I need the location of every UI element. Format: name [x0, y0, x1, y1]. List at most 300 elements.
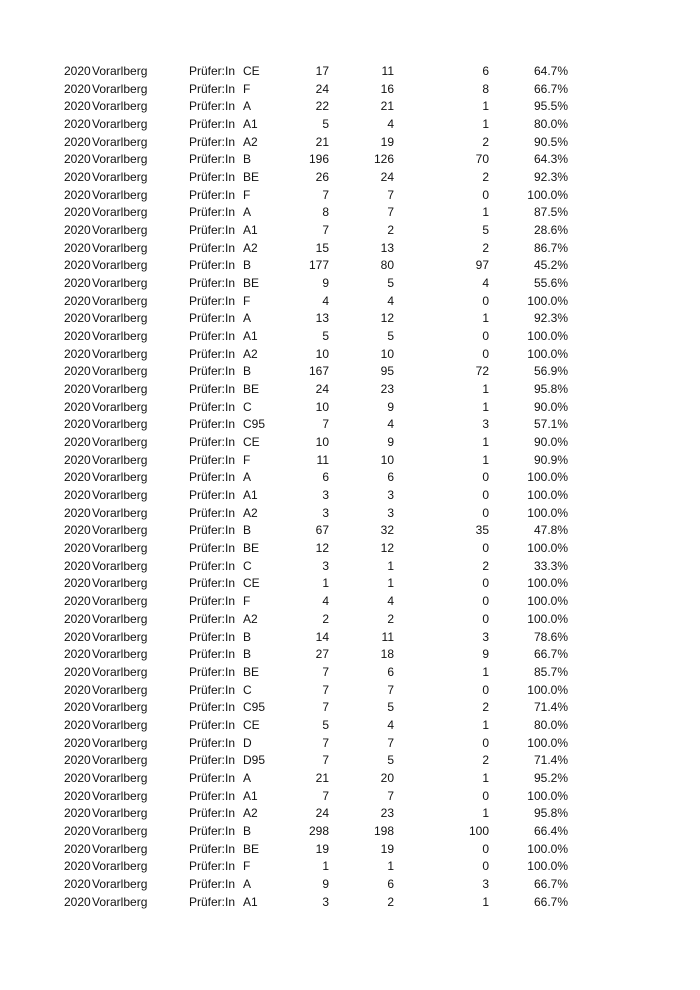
role-cell: Prüfer:In	[189, 876, 236, 891]
table-row	[0, 682, 700, 700]
license-class-cell: A	[243, 876, 252, 891]
role-cell: Prüfer:In	[189, 806, 236, 821]
role-cell: Prüfer:In	[189, 735, 236, 750]
license-class-cell: A2	[243, 240, 258, 255]
role-cell: Prüfer:In	[189, 541, 236, 556]
failed-count-cell: 1	[482, 894, 489, 909]
year-cell: 2020	[64, 293, 91, 308]
failed-count-cell: 0	[482, 505, 489, 520]
total-count-cell: 3	[322, 894, 329, 909]
role-cell: Prüfer:In	[189, 134, 236, 149]
license-class-cell: A2	[243, 611, 258, 626]
license-class-cell: CE	[243, 717, 260, 732]
passed-count-cell: 6	[387, 664, 394, 679]
license-class-cell: B	[243, 523, 252, 538]
region-cell: Vorarlberg	[92, 541, 148, 556]
region-cell: Vorarlberg	[92, 64, 148, 78]
pass-rate-cell: 80.0%	[533, 117, 568, 132]
pass-rate-cell: 45.2%	[533, 258, 568, 273]
role-cell: Prüfer:In	[189, 558, 236, 573]
region-cell: Vorarlberg	[92, 293, 148, 308]
year-cell: 2020	[64, 541, 91, 556]
role-cell: Prüfer:In	[189, 488, 236, 503]
failed-count-cell: 1	[482, 382, 489, 397]
license-class-cell: B	[243, 629, 252, 644]
license-class-cell: BE	[243, 170, 260, 185]
failed-count-cell: 0	[482, 859, 489, 874]
pass-rate-cell: 90.0%	[533, 399, 568, 414]
year-cell: 2020	[64, 417, 91, 432]
region-cell: Vorarlberg	[92, 364, 148, 379]
role-cell: Prüfer:In	[189, 841, 236, 856]
table-row	[0, 381, 700, 399]
table-row	[0, 805, 700, 823]
failed-count-cell: 97	[475, 258, 489, 273]
total-count-cell: 196	[308, 152, 329, 167]
table-row	[0, 505, 700, 523]
total-count-cell: 19	[315, 841, 329, 856]
pass-rate-cell: 85.7%	[533, 664, 568, 679]
year-cell: 2020	[64, 823, 91, 838]
total-count-cell: 8	[322, 205, 329, 220]
role-cell: Prüfer:In	[189, 346, 236, 361]
year-cell: 2020	[64, 629, 91, 644]
total-count-cell: 21	[315, 134, 329, 149]
passed-count-cell: 3	[387, 505, 394, 520]
license-class-cell: BE	[243, 276, 260, 291]
passed-count-cell: 5	[387, 276, 394, 291]
pass-rate-cell: 100.0%	[527, 735, 568, 750]
failed-count-cell: 1	[482, 770, 489, 785]
passed-count-cell: 4	[387, 717, 394, 732]
region-cell: Vorarlberg	[92, 859, 148, 874]
year-cell: 2020	[64, 364, 91, 379]
failed-count-cell: 1	[482, 806, 489, 821]
year-cell: 2020	[64, 452, 91, 467]
passed-count-cell: 7	[387, 205, 394, 220]
failed-count-cell: 3	[482, 629, 489, 644]
role-cell: Prüfer:In	[189, 364, 236, 379]
pass-rate-cell: 66.7%	[533, 81, 568, 96]
year-cell: 2020	[64, 682, 91, 697]
passed-count-cell: 4	[387, 594, 394, 609]
failed-count-cell: 100	[468, 823, 489, 838]
total-count-cell: 1	[322, 576, 329, 591]
failed-count-cell: 2	[482, 558, 489, 573]
total-count-cell: 7	[322, 187, 329, 202]
license-class-cell: C95	[243, 417, 266, 432]
total-count-cell: 5	[322, 117, 329, 132]
passed-count-cell: 19	[380, 134, 394, 149]
role-cell: Prüfer:In	[189, 682, 236, 697]
total-count-cell: 6	[322, 470, 329, 485]
total-count-cell: 27	[315, 647, 329, 662]
failed-count-cell: 70	[475, 152, 489, 167]
failed-count-cell: 72	[475, 364, 489, 379]
role-cell: Prüfer:In	[189, 329, 236, 344]
pass-rate-cell: 100.0%	[527, 187, 568, 202]
table-row	[0, 328, 700, 346]
total-count-cell: 22	[315, 99, 329, 114]
failed-count-cell: 3	[482, 876, 489, 891]
role-cell: Prüfer:In	[189, 576, 236, 591]
failed-count-cell: 1	[482, 311, 489, 326]
passed-count-cell: 24	[380, 170, 394, 185]
region-cell: Vorarlberg	[92, 682, 148, 697]
pass-rate-cell: 64.7%	[533, 64, 568, 78]
pass-rate-cell: 56.9%	[533, 364, 568, 379]
year-cell: 2020	[64, 700, 91, 715]
role-cell: Prüfer:In	[189, 505, 236, 520]
license-class-cell: A2	[243, 505, 258, 520]
role-cell: Prüfer:In	[189, 611, 236, 626]
total-count-cell: 21	[315, 770, 329, 785]
failed-count-cell: 0	[482, 488, 489, 503]
license-class-cell: CE	[243, 435, 260, 450]
license-class-cell: B	[243, 647, 252, 662]
region-cell: Vorarlberg	[92, 452, 148, 467]
failed-count-cell: 1	[482, 205, 489, 220]
passed-count-cell: 2	[387, 611, 394, 626]
year-cell: 2020	[64, 205, 91, 220]
failed-count-cell: 0	[482, 682, 489, 697]
role-cell: Prüfer:In	[189, 223, 236, 238]
passed-count-cell: 23	[380, 382, 394, 397]
passed-count-cell: 23	[380, 806, 394, 821]
pass-rate-cell: 90.5%	[533, 134, 568, 149]
passed-count-cell: 10	[380, 452, 394, 467]
total-count-cell: 26	[315, 170, 329, 185]
license-class-cell: A2	[243, 134, 258, 149]
role-cell: Prüfer:In	[189, 523, 236, 538]
pass-rate-cell: 86.7%	[533, 240, 568, 255]
pass-rate-cell: 71.4%	[533, 753, 568, 768]
table-row	[0, 788, 700, 806]
failed-count-cell: 1	[482, 117, 489, 132]
region-cell: Vorarlberg	[92, 806, 148, 821]
passed-count-cell: 11	[381, 629, 394, 644]
passed-count-cell: 4	[387, 293, 394, 308]
region-cell: Vorarlberg	[92, 629, 148, 644]
region-cell: Vorarlberg	[92, 735, 148, 750]
role-cell: Prüfer:In	[189, 629, 236, 644]
passed-count-cell: 1	[387, 558, 394, 573]
table-row	[0, 416, 700, 434]
passed-count-cell: 1	[387, 859, 394, 874]
region-cell: Vorarlberg	[92, 417, 148, 432]
region-cell: Vorarlberg	[92, 894, 148, 909]
pass-rate-cell: 78.6%	[533, 629, 568, 644]
passed-count-cell: 16	[380, 81, 394, 96]
pass-rate-cell: 100.0%	[527, 682, 568, 697]
pass-rate-cell: 92.3%	[533, 311, 568, 326]
table-row	[0, 434, 700, 452]
passed-count-cell: 2	[387, 894, 394, 909]
failed-count-cell: 1	[482, 717, 489, 732]
role-cell: Prüfer:In	[189, 823, 236, 838]
role-cell: Prüfer:In	[189, 647, 236, 662]
region-cell: Vorarlberg	[92, 576, 148, 591]
license-class-cell: A2	[243, 806, 258, 821]
license-class-cell: B	[243, 152, 252, 167]
total-count-cell: 7	[322, 664, 329, 679]
role-cell: Prüfer:In	[189, 99, 236, 114]
pass-rate-cell: 80.0%	[533, 717, 568, 732]
region-cell: Vorarlberg	[92, 788, 148, 803]
failed-count-cell: 4	[482, 276, 489, 291]
license-class-cell: A1	[243, 329, 258, 344]
total-count-cell: 15	[315, 240, 329, 255]
table-row	[0, 629, 700, 647]
region-cell: Vorarlberg	[92, 170, 148, 185]
failed-count-cell: 0	[482, 293, 489, 308]
pass-rate-cell: 95.8%	[533, 382, 568, 397]
license-class-cell: A1	[243, 788, 258, 803]
total-count-cell: 67	[315, 523, 329, 538]
total-count-cell: 177	[308, 258, 329, 273]
license-class-cell: A	[243, 770, 252, 785]
region-cell: Vorarlberg	[92, 523, 148, 538]
table-row	[0, 646, 700, 664]
pass-rate-cell: 100.0%	[527, 841, 568, 856]
region-cell: Vorarlberg	[92, 81, 148, 96]
role-cell: Prüfer:In	[189, 753, 236, 768]
region-cell: Vorarlberg	[92, 134, 148, 149]
total-count-cell: 14	[315, 629, 329, 644]
role-cell: Prüfer:In	[189, 205, 236, 220]
failed-count-cell: 6	[482, 64, 489, 78]
table-row	[0, 752, 700, 770]
passed-count-cell: 6	[387, 470, 394, 485]
passed-count-cell: 6	[387, 876, 394, 891]
region-cell: Vorarlberg	[92, 770, 148, 785]
year-cell: 2020	[64, 841, 91, 856]
total-count-cell: 11	[316, 452, 329, 467]
total-count-cell: 10	[315, 346, 329, 361]
failed-count-cell: 1	[482, 435, 489, 450]
role-cell: Prüfer:In	[189, 81, 236, 96]
pass-rate-cell: 33.3%	[533, 558, 568, 573]
pass-rate-cell: 95.2%	[533, 770, 568, 785]
table-row	[0, 664, 700, 682]
table-row	[0, 63, 700, 81]
year-cell: 2020	[64, 276, 91, 291]
region-cell: Vorarlberg	[92, 488, 148, 503]
table-row	[0, 363, 700, 381]
failed-count-cell: 0	[482, 735, 489, 750]
license-class-cell: CE	[243, 576, 260, 591]
year-cell: 2020	[64, 329, 91, 344]
year-cell: 2020	[64, 488, 91, 503]
role-cell: Prüfer:In	[189, 293, 236, 308]
passed-count-cell: 13	[380, 240, 394, 255]
failed-count-cell: 0	[482, 346, 489, 361]
region-cell: Vorarlberg	[92, 276, 148, 291]
license-class-cell: A	[243, 205, 252, 220]
role-cell: Prüfer:In	[189, 594, 236, 609]
pass-rate-cell: 100.0%	[527, 859, 568, 874]
total-count-cell: 7	[322, 682, 329, 697]
pass-rate-cell: 100.0%	[527, 576, 568, 591]
region-cell: Vorarlberg	[92, 382, 148, 397]
role-cell: Prüfer:In	[189, 788, 236, 803]
license-class-cell: BE	[243, 664, 260, 679]
table-row	[0, 222, 700, 240]
license-class-cell: A	[243, 99, 252, 114]
total-count-cell: 10	[315, 435, 329, 450]
passed-count-cell: 12	[380, 311, 394, 326]
failed-count-cell: 1	[482, 99, 489, 114]
table-row	[0, 399, 700, 417]
role-cell: Prüfer:In	[189, 152, 236, 167]
license-class-cell: C	[243, 682, 252, 697]
table-row	[0, 134, 700, 152]
total-count-cell: 3	[322, 505, 329, 520]
passed-count-cell: 4	[387, 417, 394, 432]
license-class-cell: F	[243, 859, 251, 874]
total-count-cell: 4	[322, 293, 329, 308]
table-row	[0, 293, 700, 311]
license-class-cell: CE	[243, 64, 260, 78]
failed-count-cell: 0	[482, 329, 489, 344]
year-cell: 2020	[64, 806, 91, 821]
total-count-cell: 2	[322, 611, 329, 626]
passed-count-cell: 1	[387, 576, 394, 591]
year-cell: 2020	[64, 152, 91, 167]
license-class-cell: A2	[243, 346, 258, 361]
year-cell: 2020	[64, 64, 91, 78]
year-cell: 2020	[64, 876, 91, 891]
total-count-cell: 9	[322, 276, 329, 291]
passed-count-cell: 7	[387, 187, 394, 202]
table-row	[0, 611, 700, 629]
year-cell: 2020	[64, 894, 91, 909]
region-cell: Vorarlberg	[92, 152, 148, 167]
failed-count-cell: 0	[482, 841, 489, 856]
total-count-cell: 5	[322, 329, 329, 344]
license-class-cell: B	[243, 823, 252, 838]
failed-count-cell: 2	[482, 700, 489, 715]
passed-count-cell: 7	[387, 682, 394, 697]
region-cell: Vorarlberg	[92, 823, 148, 838]
region-cell: Vorarlberg	[92, 240, 148, 255]
role-cell: Prüfer:In	[189, 770, 236, 785]
license-class-cell: BE	[243, 541, 260, 556]
passed-count-cell: 80	[380, 258, 394, 273]
total-count-cell: 13	[315, 311, 329, 326]
year-cell: 2020	[64, 788, 91, 803]
year-cell: 2020	[64, 664, 91, 679]
region-cell: Vorarlberg	[92, 594, 148, 609]
total-count-cell: 7	[322, 223, 329, 238]
pass-rate-cell: 95.8%	[533, 806, 568, 821]
year-cell: 2020	[64, 717, 91, 732]
role-cell: Prüfer:In	[189, 170, 236, 185]
table-row	[0, 452, 700, 470]
role-cell: Prüfer:In	[189, 894, 236, 909]
license-class-cell: F	[243, 187, 251, 202]
year-cell: 2020	[64, 240, 91, 255]
total-count-cell: 24	[315, 806, 329, 821]
year-cell: 2020	[64, 770, 91, 785]
total-count-cell: 4	[322, 594, 329, 609]
license-class-cell: A1	[243, 894, 258, 909]
total-count-cell: 3	[322, 558, 329, 573]
passed-count-cell: 5	[387, 700, 394, 715]
table-row	[0, 275, 700, 293]
passed-count-cell: 95	[380, 364, 394, 379]
year-cell: 2020	[64, 594, 91, 609]
region-cell: Vorarlberg	[92, 505, 148, 520]
license-class-cell: A1	[243, 117, 258, 132]
table-row	[0, 151, 700, 169]
passed-count-cell: 11	[381, 64, 394, 78]
failed-count-cell: 1	[482, 452, 489, 467]
region-cell: Vorarlberg	[92, 647, 148, 662]
region-cell: Vorarlberg	[92, 558, 148, 573]
role-cell: Prüfer:In	[189, 399, 236, 414]
region-cell: Vorarlberg	[92, 753, 148, 768]
total-count-cell: 7	[322, 735, 329, 750]
year-cell: 2020	[64, 505, 91, 520]
license-class-cell: C95	[243, 700, 266, 715]
pass-rate-cell: 64.3%	[533, 152, 568, 167]
total-count-cell: 9	[322, 876, 329, 891]
region-cell: Vorarlberg	[92, 664, 148, 679]
table-row	[0, 204, 700, 222]
license-class-cell: A	[243, 311, 252, 326]
year-cell: 2020	[64, 470, 91, 485]
region-cell: Vorarlberg	[92, 470, 148, 485]
table-row	[0, 858, 700, 876]
failed-count-cell: 0	[482, 788, 489, 803]
table-row	[0, 187, 700, 205]
passed-count-cell: 4	[387, 117, 394, 132]
pass-rate-cell: 87.5%	[533, 205, 568, 220]
total-count-cell: 12	[315, 541, 329, 556]
license-class-cell: A1	[243, 223, 258, 238]
passed-count-cell: 12	[380, 541, 394, 556]
year-cell: 2020	[64, 311, 91, 326]
failed-count-cell: 8	[482, 81, 489, 96]
passed-count-cell: 5	[387, 329, 394, 344]
failed-count-cell: 1	[482, 664, 489, 679]
failed-count-cell: 0	[482, 594, 489, 609]
role-cell: Prüfer:In	[189, 240, 236, 255]
failed-count-cell: 0	[482, 576, 489, 591]
region-cell: Vorarlberg	[92, 876, 148, 891]
pass-rate-cell: 66.4%	[533, 823, 568, 838]
year-cell: 2020	[64, 859, 91, 874]
region-cell: Vorarlberg	[92, 611, 148, 626]
year-cell: 2020	[64, 81, 91, 96]
failed-count-cell: 0	[482, 470, 489, 485]
total-count-cell: 17	[315, 64, 329, 78]
role-cell: Prüfer:In	[189, 435, 236, 450]
pass-rate-cell: 100.0%	[527, 541, 568, 556]
table-row	[0, 81, 700, 99]
passed-count-cell: 21	[380, 99, 394, 114]
table-row	[0, 240, 700, 258]
table-row	[0, 876, 700, 894]
table-row	[0, 558, 700, 576]
role-cell: Prüfer:In	[189, 700, 236, 715]
table-row	[0, 257, 700, 275]
passed-count-cell: 9	[387, 435, 394, 450]
passed-count-cell: 18	[380, 647, 394, 662]
pass-rate-cell: 90.9%	[533, 452, 568, 467]
role-cell: Prüfer:In	[189, 276, 236, 291]
